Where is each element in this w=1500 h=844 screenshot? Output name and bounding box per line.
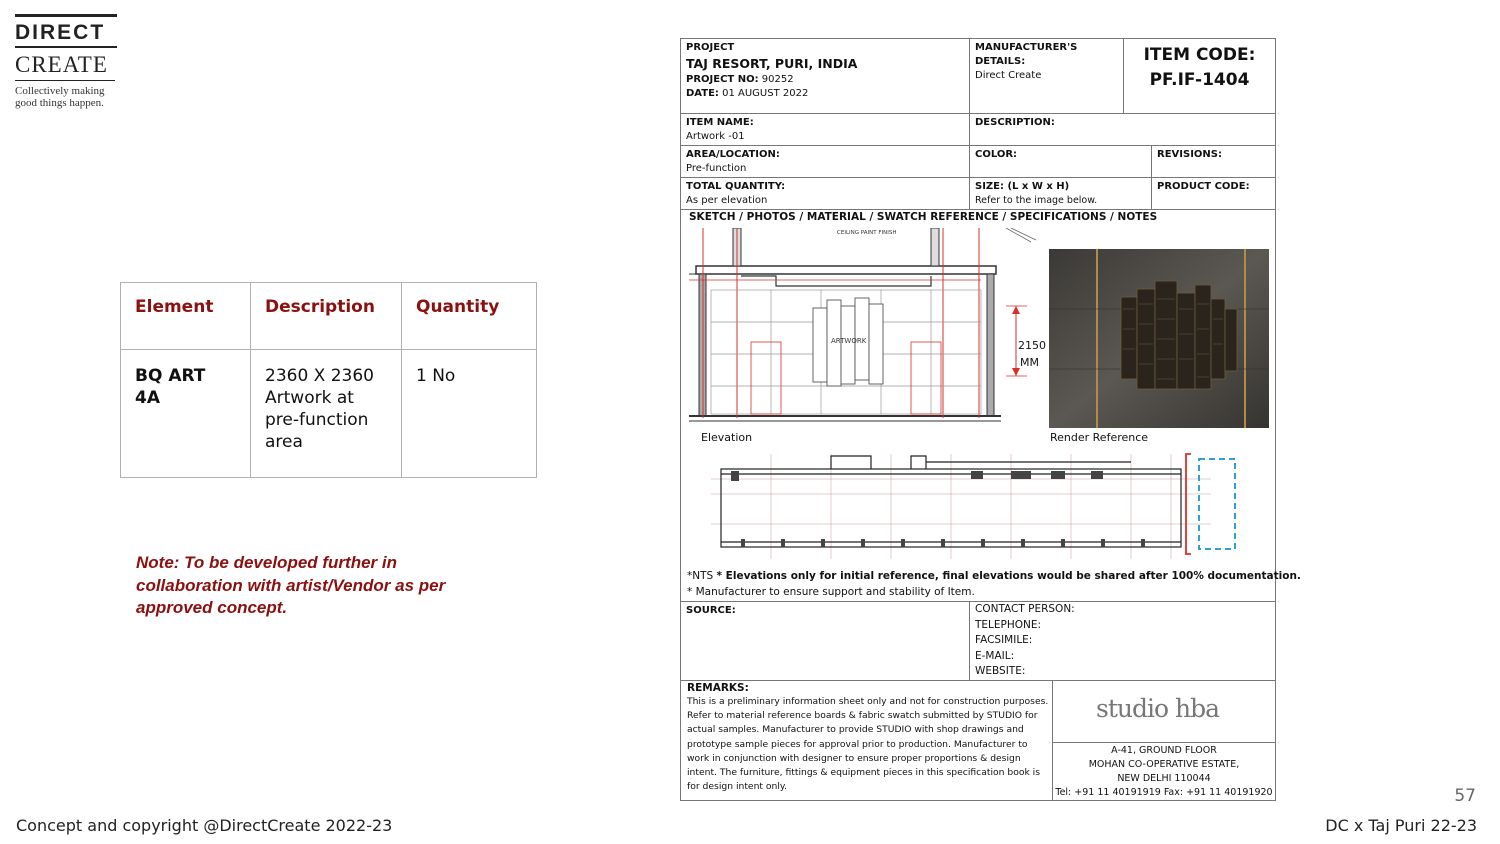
total-quantity-value: As per elevation: [686, 195, 768, 206]
direct-create-logo: [15, 14, 117, 109]
description-label: DESCRIPTION:: [975, 117, 1055, 128]
product-code-cell: [1152, 178, 1275, 210]
revisions-label: REVISIONS:: [1157, 149, 1222, 160]
project-cell: [681, 39, 970, 114]
address-line-3: NEW DELHI 110044: [1117, 773, 1211, 784]
address-line-2: MOHAN CO-OPERATIVE ESTATE,: [1088, 759, 1240, 770]
artwork-text: ARTWORK: [831, 337, 867, 345]
address-line-1: A-41, GROUND FLOOR: [1111, 745, 1217, 756]
manufacturer-label-1: MANUFACTURER'S: [975, 42, 1078, 53]
facsimile-label: FACSIMILE:: [975, 634, 1033, 647]
table-row: [121, 350, 537, 478]
size-value: Refer to the image below.: [975, 195, 1098, 206]
manufacturer-label-2: DETAILS:: [975, 56, 1026, 67]
address-divider: [1052, 742, 1275, 743]
header-description: Description: [251, 283, 402, 350]
cell-quantity: 1 No: [402, 350, 537, 478]
area-label: AREA/LOCATION:: [686, 149, 780, 160]
area-value: Pre-function: [686, 163, 747, 174]
footer-copyright: Concept and copyright @DirectCreate 2022-23: [16, 816, 393, 835]
cell-element: BQ ART 4A: [121, 350, 251, 478]
item-name-label: ITEM NAME:: [686, 117, 754, 128]
element-table: [120, 282, 537, 478]
source-cell: [681, 601, 970, 681]
description-cell: [970, 114, 1275, 146]
development-note: Note: To be developed further in collaboration with artist/Vendor as per approved concept.: [136, 553, 446, 617]
nts-text: * Elevations only for initial reference, final elevations would be shared after 100% documentation.: [716, 570, 1301, 582]
manufacturer-value: Direct Create: [975, 70, 1042, 81]
size-cell: [970, 178, 1152, 210]
remarks-block: [687, 682, 1049, 794]
tagline-line-2: good things happen.: [15, 97, 104, 109]
remarks-divider: [681, 680, 1275, 681]
tagline-line-1: Collectively making: [15, 85, 105, 97]
nts-prefix: *NTS: [687, 570, 714, 582]
remarks-text: This is a preliminary information sheet only and not for construction purposes. Refer to material reference boards & fabric swatch submitted by STUDIO for actual samples. Manufacturer to provide STUDIO with shop drawings and prototype sample pieces for approval prior to production. Manufacturer to work in conjunction with designer to ensure proper proportions & design intent. The furniture, fittings & equipment pieces in this specification book is for design intent only.: [687, 696, 1049, 793]
table-header-row: [121, 283, 537, 350]
header-quantity: Quantity: [402, 283, 537, 350]
email-label: E-MAIL:: [975, 649, 1015, 662]
source-label: SOURCE:: [686, 605, 736, 616]
elevation-label: Elevation: [701, 431, 753, 444]
cell-description: 2360 X 2360 Artwork at pre-function area: [251, 350, 402, 478]
total-quantity-label: TOTAL QUANTITY:: [686, 181, 786, 192]
item-code-cell: [1124, 39, 1275, 114]
revisions-cell: [1152, 146, 1275, 178]
manufacturer-note: * Manufacturer to ensure support and stability of Item.: [687, 586, 975, 598]
manufacturer-cell: [970, 39, 1124, 114]
studio-address: [1053, 744, 1275, 800]
website-label: WEBSITE:: [975, 665, 1026, 678]
product-code-label: PRODUCT CODE:: [1157, 181, 1250, 192]
item-code-value: PF.IF-1404: [1149, 70, 1250, 90]
logo-word-direct: DIRECT: [15, 21, 106, 44]
project-label: PROJECT: [686, 42, 735, 53]
dimension-value: 2150: [1018, 339, 1046, 352]
color-cell: [970, 146, 1152, 178]
render-reference-label: Render Reference: [1050, 431, 1149, 444]
total-quantity-cell: [681, 178, 970, 210]
render-reference-image: [1049, 249, 1269, 428]
logo-bottom-rule: [15, 80, 115, 81]
size-label: SIZE: (L x W x H): [975, 181, 1070, 192]
ceiling-finish-text: CEILING PAINT FINISH: [837, 230, 897, 236]
project-no-label: PROJECT NO:: [686, 74, 759, 85]
render-artwork-graphic: [1049, 249, 1269, 428]
logo-word-create: CREATE: [15, 52, 108, 77]
item-name-cell: [681, 114, 970, 146]
color-label: COLOR:: [975, 149, 1018, 160]
sketch-heading: SKETCH / PHOTOS / MATERIAL / SWATCH REFERENCE / SPECIFICATIONS / NOTES: [689, 211, 1158, 223]
floor-plan-drawing: [711, 444, 1251, 564]
header-element: Element: [121, 283, 251, 350]
footer-project: DC x Taj Puri 22-23: [1325, 816, 1477, 835]
item-code-label: ITEM CODE:: [1143, 45, 1256, 65]
project-name: TAJ RESORT, PURI, INDIA: [686, 56, 858, 71]
nts-note: [687, 570, 1301, 582]
date-value: 01 AUGUST 2022: [722, 88, 809, 99]
item-name-value: Artwork -01: [686, 131, 745, 142]
project-no: 90252: [761, 74, 794, 85]
remarks-label: REMARKS:: [687, 682, 749, 694]
logo-tagline: [15, 85, 117, 109]
telephone-label: TELEPHONE:: [975, 618, 1042, 631]
studio-hba-logo: studio hba: [1096, 694, 1219, 723]
page-number: 57: [1454, 786, 1476, 806]
contact-person-label: CONTACT PERSON:: [975, 603, 1075, 615]
address-telephone: Tel: +91 11 40191919 Fax: +91 11 40191920: [1055, 787, 1273, 798]
date-label: DATE:: [686, 88, 719, 99]
contact-details: [975, 602, 1075, 680]
area-cell: [681, 146, 970, 178]
specification-sheet: [680, 38, 1301, 801]
dimension-unit: MM: [1020, 356, 1039, 369]
